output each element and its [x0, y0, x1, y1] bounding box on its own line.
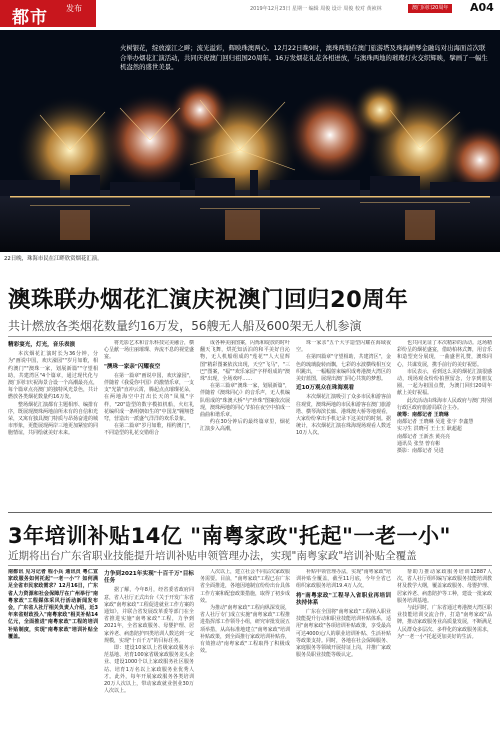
- edition-badge: 澳门回归20周年: [408, 4, 452, 13]
- paragraph: 本次烟花汇演吸引了众多市民和游客前往观赏，澳珠两地的市民和游客在澳门旅游塔、横琴海滨长廊、港珠澳大桥等地观看，大家纷纷拿出手机记录下这美好的时刻。据统计，本次烟花汇演在珠海现场观看人数近10万人次。: [296, 394, 391, 437]
- divider: [8, 512, 492, 513]
- article2-column-5: [397, 569, 492, 745]
- paragraph: 在第四篇章"守望相助，共建湾区"，金色的琉璃旋转而飘，七彩的水波横线相互交织跳出，一幅幅射束编织成粤港澳大湾区的美好蓝图，展现出澳门同心共筑的梦想。: [296, 354, 391, 383]
- article1-column-4: [296, 340, 391, 508]
- page-number: A04: [470, 1, 494, 14]
- paragraph: 帮助力推动家政服务培训12887人次，省人社厅组织编写家政服务技能培训教材及教学大纲，覆盖家政服务、母婴护理、居家养老、病患陪护等工种，建设一批家政服务培训基地。: [397, 569, 492, 604]
- paragraph: 人次以上，建立社会不同层次家政服务需要。目前，"南粤家政"工程已在广东省全面推进，各地因地制宜纷纷出台具体工作方案和配套政策措施，取得了初步成效。: [200, 569, 290, 604]
- article1-column-2: [104, 340, 194, 508]
- fireworks-photo: [0, 30, 500, 252]
- article-subhead: 近期将出台广东省职业技能提升培训补贴申领管理办法，实现"南粤家政"培训补贴全覆盖: [8, 550, 417, 562]
- divider: [8, 336, 492, 337]
- section-heading: 将"南粤家政"工程导入省职业再培训扶持体系: [296, 592, 391, 606]
- header-bar: [0, 0, 500, 30]
- paragraph: 市民表示，看到这么美的烟花汇演很感动，现场观众纷纷拍照留念，分享到朋友圈，一起为祖国点赞，为澳门回归20周年献上美好祝福。: [397, 368, 492, 397]
- paragraph: 在第二篇章"岁月如歌，相约澳门"，不同造型的礼花交错组合: [104, 423, 194, 437]
- byline: 南都记者 王新杰 黄亮亮: [397, 433, 451, 440]
- article1-column-3: [200, 340, 290, 508]
- article2-column-3: [200, 569, 290, 745]
- paragraph: 珠一家亲"五个大字造型闪耀在海域夜空。: [296, 340, 391, 354]
- byline: 统筹：南都记者 王晓琳: [397, 412, 449, 419]
- paragraph: 与此同时，广东省通过粤港澳大湾区职业技能培训交流合作，打造"南粤家政"品牌，推动家政服务业高质量发展，不断满足人民群众多层次、多样化的家政服务需求，为"一老一小"托起更加美好的生活。: [397, 605, 492, 640]
- byline: 实习生 洪晓可 王士玉 耿超超: [397, 426, 462, 433]
- paragraph: 为推动"南粤家政"工程向纵深发展，省人社厅专门成立实施"南粤家政"工程推进指挥部工作领导小组，研究审批发展五项举措，从高标准地建立"南粤家政"培训补贴政策，到全面推行家政培训补贴券，有效推动"南粤家政"工程取得了积极成效。: [200, 605, 290, 655]
- photo-credit: 22日晚，珠海市民在江畔欣赏烟花汇演。: [4, 256, 103, 262]
- article-headline: 澳珠联办烟花汇演庆祝澳门回归20周年: [8, 287, 409, 313]
- section-heading: 精彩宴光，灯光，音乐表演: [8, 342, 76, 348]
- article2-column-4: [296, 569, 391, 745]
- section-title: 都市: [12, 8, 48, 28]
- article1-column-1: [8, 340, 98, 508]
- article-subhead: 共计燃放各类烟花数量约16万发，56艘无人船及600架无人机参演: [8, 319, 362, 333]
- photo-caption: 火树银花，绽放濠江之畔；流光溢彩，辉映珠澳两心。12月22日晚9时，澳珠两地在澳门旅游塔及珠海横琴金融岛对出海面首次联合举办烟花汇演活动，共同庆祝澳门回归祖国20周年。16万发烟花礼花各相迸放，与澳珠两地的璀璨灯火交织辉映，擘画了一幅生机盎然的盛世美景。: [120, 44, 488, 72]
- divider: [8, 565, 492, 566]
- lead-paragraph: 南都讯 见习记者 程小兵 通讯员 粤仁宣 家政服务如何托起"一老一小"？如何满足全省市民家政需求？12月16日，广东省人力资源和社会保障厅在广州举行"南粤家政"工程媒体采风行活动新闻发布会，广东省人社厅相关负责人介绍，近3年来省财政投入"南粤家政"相关补贴14亿元，全面推进"南粤家政"工程的培训补贴制度，实现"南粤家政"培训补贴全覆盖。: [8, 569, 98, 640]
- paragraph: 广东在全国将"南粤家政"工程纳入职业技能提升行动和职业技能培训补贴体系，适用"南粤家政"各项培训补贴政策，享受最高可达4000元/人的职业培训补贴、生活补贴等政策支持。同时，各地在社会保障服务、家庭服务等领域开展持证上岗，并推广家政服务员职业技能等级认定。: [296, 609, 391, 659]
- paragraph: 也共同见证了本次精彩的活动。这场精彩纷呈的烟花盛宴，借助柏林式舞，用音乐和造型充分展现，一曲盛世礼赞，澳珠同心，共谋发展，携手前行的美好祝愿。: [397, 340, 492, 368]
- paragraph: 在第三篇章"澳珠一家，划展新篇"，伴随着《澳珠同心》的音乐声，无人机编队组成的"珠澳大桥"与"珍珠"图案依次展现，澳珠两地的同心节拍在夜空中拍成一曲曲和谐乐章。: [200, 383, 290, 419]
- byline: 通讯员 张坚 曾有彬: [397, 440, 441, 447]
- section-heading: 力争到2021年实现"十百千万"目标任务: [104, 571, 194, 585]
- paragraph: 即：建设10家以上省级家政服务示范基地、培育100家省级家政服务龙头企业、建设1000个以上家政服务社区服务站、培育1万名以上家政服务业优秀人才。此外，每年开展家政服务各类培训20万人次以上，带动家政就业创业30万人次以上。: [104, 645, 194, 695]
- section-subtitle: 发布: [66, 4, 82, 13]
- issue-meta: 2019年12月23日 星期一 编辑 周俊 设计 周俊 校对 黄祯林: [250, 6, 382, 12]
- article2-column-2: [104, 569, 194, 745]
- paragraph: 整场烟花汇演都有主题相形、编排有序，既展现澳珠两地前所未有的自信和光荣，又寓有独具澳门特质与昂扬奋进的城市形象，更能展现两岸三地更加紧密的同胞情谊，共同绘就美好未来。: [8, 401, 98, 437]
- section-heading: "澳珠一家亲"闪耀夜空: [104, 363, 161, 370]
- paragraph: 成各种美丽图案，闪烁和绽放的时叶翻天飞舞，烘托知活泊的和平美好自沁物，无人机船组成的"莲花""人大星辉图"精彩图案依次出现，天空"飞马"，"三巴"图案，"福""欢乐家园"字样组成的"澳珠"出现，全场欢呼……: [200, 340, 290, 383]
- article1-column-5: [397, 340, 492, 508]
- paragraph: 在第一篇章"画说中国，欢庆濠园"，伴随着《我爱你中国》的激情乐章，一支支"光箭"直冲云霄，腾起点点璀璨花朵，在两地海空中打出长天的"凤凰"字样，"20"造型的数字模拟机船，火红礼花编织成一条明朝如生的"中国龙"翱翔苍穹，营造出一派盛气洋洋的欢乐景象。: [104, 372, 194, 423]
- paragraph: 补贴申领管理办法，实现"南粤家政"培训补贴全覆盖，截至11月底，今年全省已组织家政服务培训19.4万人次。: [296, 569, 391, 590]
- paragraph: 此次活动由珠海市人民政府与澳门特别行政区政府旅游局联合主办。: [397, 397, 492, 411]
- paragraph: 约在30分钟后的最终篇章里，烟花汇演步入高潮，: [200, 419, 290, 433]
- paragraph: 将光影艺术和音乐科技完美融合，横心呈献一场庄丽璀璨、奔流不息的视觉盛宴。: [104, 340, 194, 361]
- section-masthead: [0, 0, 96, 27]
- article2-column-1: [8, 569, 98, 745]
- byline: 南都记者 王晓琳 吴进 张宇 李鑫慧: [397, 419, 474, 426]
- section-heading: 近10万观众在珠海观看: [296, 385, 355, 392]
- byline: 摄影：南都记者 吴进: [397, 448, 444, 455]
- paragraph: 本次烟花汇演时长为36分钟，分为"画说中国，欢庆濠园""岁月如歌，相约澳门""澳珠一家，划展新篇""守望相助，共建湾区"4个篇章，通过现代化与澳门回归庆祝海景合设一个高潮最亮点，每个篇章点亮澳门的独特风光景色，共计燃放各类烟花数量约16万发。: [8, 351, 98, 401]
- article-headline: 3年培训补贴14亿 "南粤家政"托起"一老一小": [8, 524, 451, 548]
- paragraph: 据了解，今年8月，经省委省政府同意，省人社厅正式出台《关于开发广东省家政"南粤家政"工程促进就业工作方案的通知》，并联合省发展改革委等部门在全省推进实施"南粤家政"工程，力争到2021年，全省家政服务、母婴护理、居家养老、病患陪护四类培训人数达到一定规模，实现"十百千万"的目标任务。: [104, 587, 194, 644]
